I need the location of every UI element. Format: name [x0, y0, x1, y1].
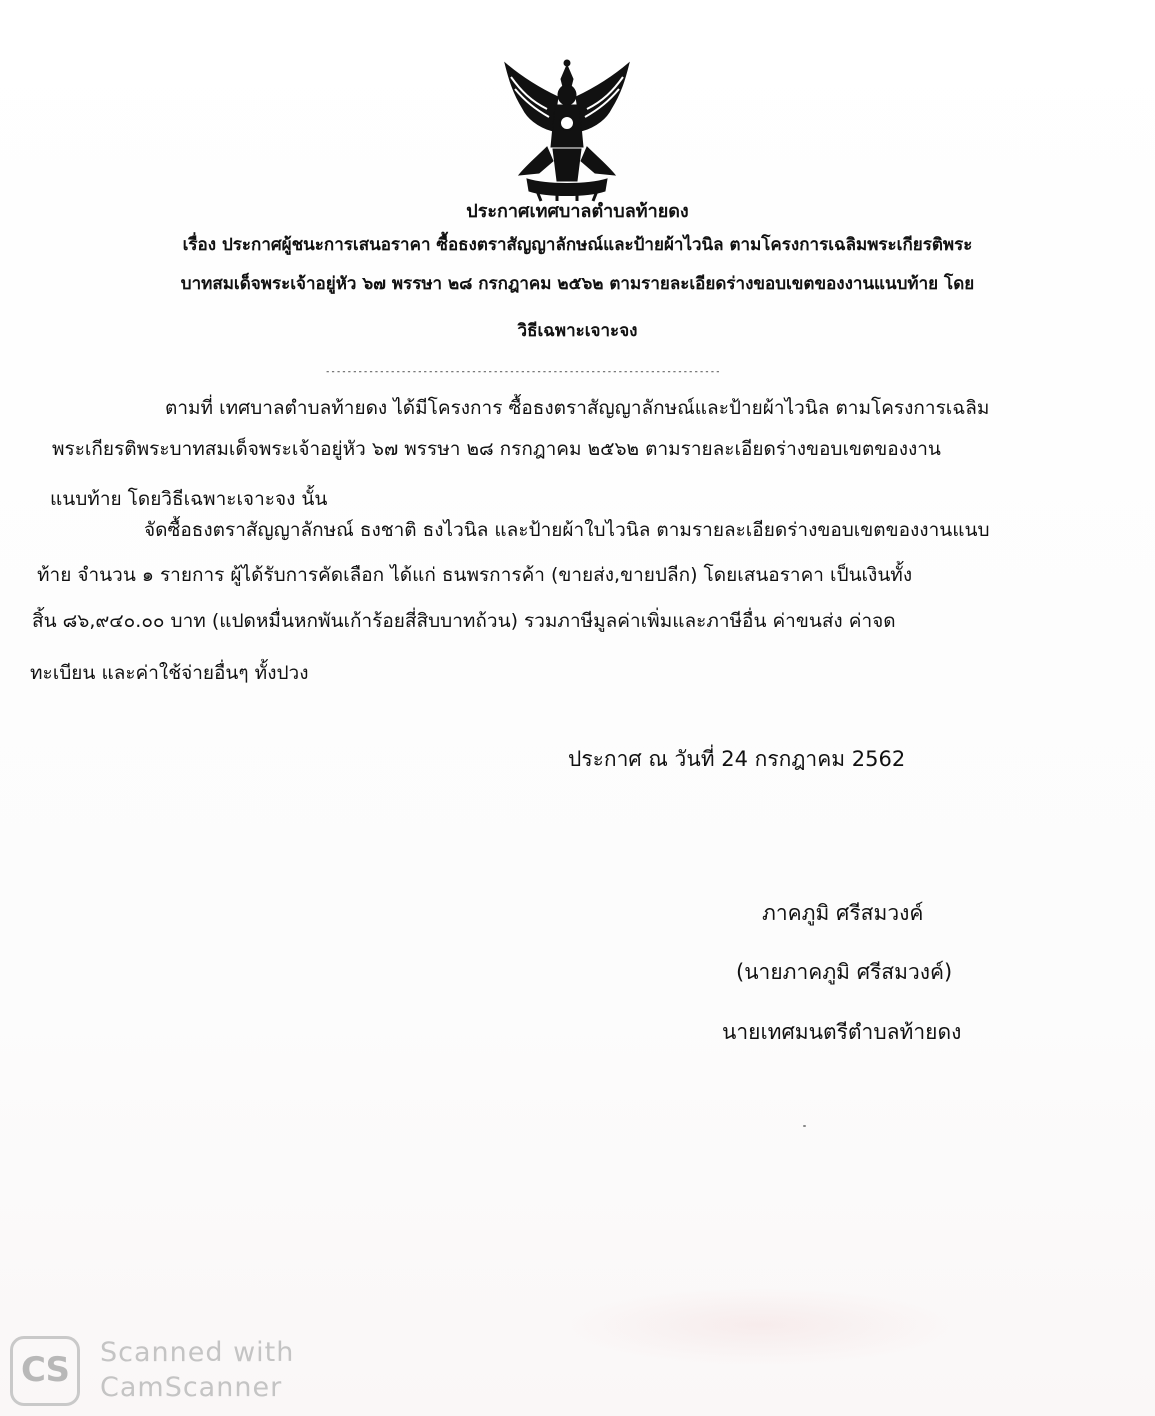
announcement-date: ประกาศ ณ วันที่ 24 กรกฎาคม 2562 — [568, 747, 906, 771]
printed-name: (นายภาคภูมิ ศรีสมวงค์) — [736, 960, 953, 984]
watermark-line-2: CamScanner — [100, 1372, 283, 1403]
paragraph1-line-1: ตามที่ เทศบาลตำบลท้ายดง ได้มีโครงการ ซื้อธงตราสัญญาลักษณ์และป้ายผ้าไวนิล ตามโครงการเฉลิม — [165, 397, 990, 419]
signed-name: ภาคภูมิ ศรีสมวงค์ — [762, 901, 924, 925]
subject-line-3: วิธีเฉพาะเจาะจง — [517, 321, 638, 341]
organization-title: ประกาศเทศบาลตำบลท้ายดง — [466, 201, 689, 222]
signatory-position: นายเทศมนตรีตำบลท้ายดง — [722, 1020, 962, 1044]
paragraph1-line-3: แนบท้าย โดยวิธีเฉพาะเจาะจง นั้น — [50, 488, 328, 510]
paragraph2-line-2: ท้าย จำนวน ๑ รายการ ผู้ได้รับการคัดเลือก ได้แก่ ธนพรการค้า (ขายส่ง,ขายปลีก) โดยเสนอราคา เป็นเงินทั้ง — [37, 564, 913, 586]
watermark-line-1: Scanned with — [100, 1337, 295, 1368]
subject-line-1: เรื่อง ประกาศผู้ชนะการเสนอราคา ซื้อธงตราสัญญาลักษณ์และป้ายผ้าไวนิล ตามโครงการเฉลิมพระเกียรติพระ — [182, 235, 973, 255]
subject-line-2: บาทสมเด็จพระเจ้าอยู่หัว ๖๗ พรรษา ๒๘ กรกฎาคม ๒๕๖๒ ตามรายละเอียดร่างขอบเขตของงานแนบท้าย โดย — [180, 274, 975, 294]
paragraph2-line-1: จัดซื้อธงตราสัญญาลักษณ์ ธงชาติ ธงไวนิล และป้ายผ้าใบไวนิล ตามรายละเอียดร่างขอบเขตของงานแนบ — [144, 519, 990, 541]
garuda-emblem-icon — [497, 57, 637, 202]
paragraph1-line-2: พระเกียรติพระบาทสมเด็จพระเจ้าอยู่หัว ๖๗ พรรษา ๒๘ กรกฎาคม ๒๕๖๒ ตามรายละเอียดร่างขอบเขตของงาน — [52, 438, 941, 460]
camscanner-logo-icon: CS — [10, 1336, 80, 1406]
faint-stamp — [560, 1285, 960, 1365]
paragraph2-line-3: สิ้น ๘๖,๙๔๐.๐๐ บาท (แปดหมื่นหกพันเก้าร้อยสี่สิบบาทถ้วน) รวมภาษีมูลค่าเพิ่มและภาษีอื่น ค่าขนส่ง ค่าจด — [32, 610, 896, 632]
divider: ------------------------------------------------------------------------- — [325, 367, 721, 377]
paragraph2-line-4: ทะเบียน และค่าใช้จ่ายอื่นๆ ทั้งปวง — [30, 662, 309, 684]
stray-mark — [803, 1125, 806, 1127]
